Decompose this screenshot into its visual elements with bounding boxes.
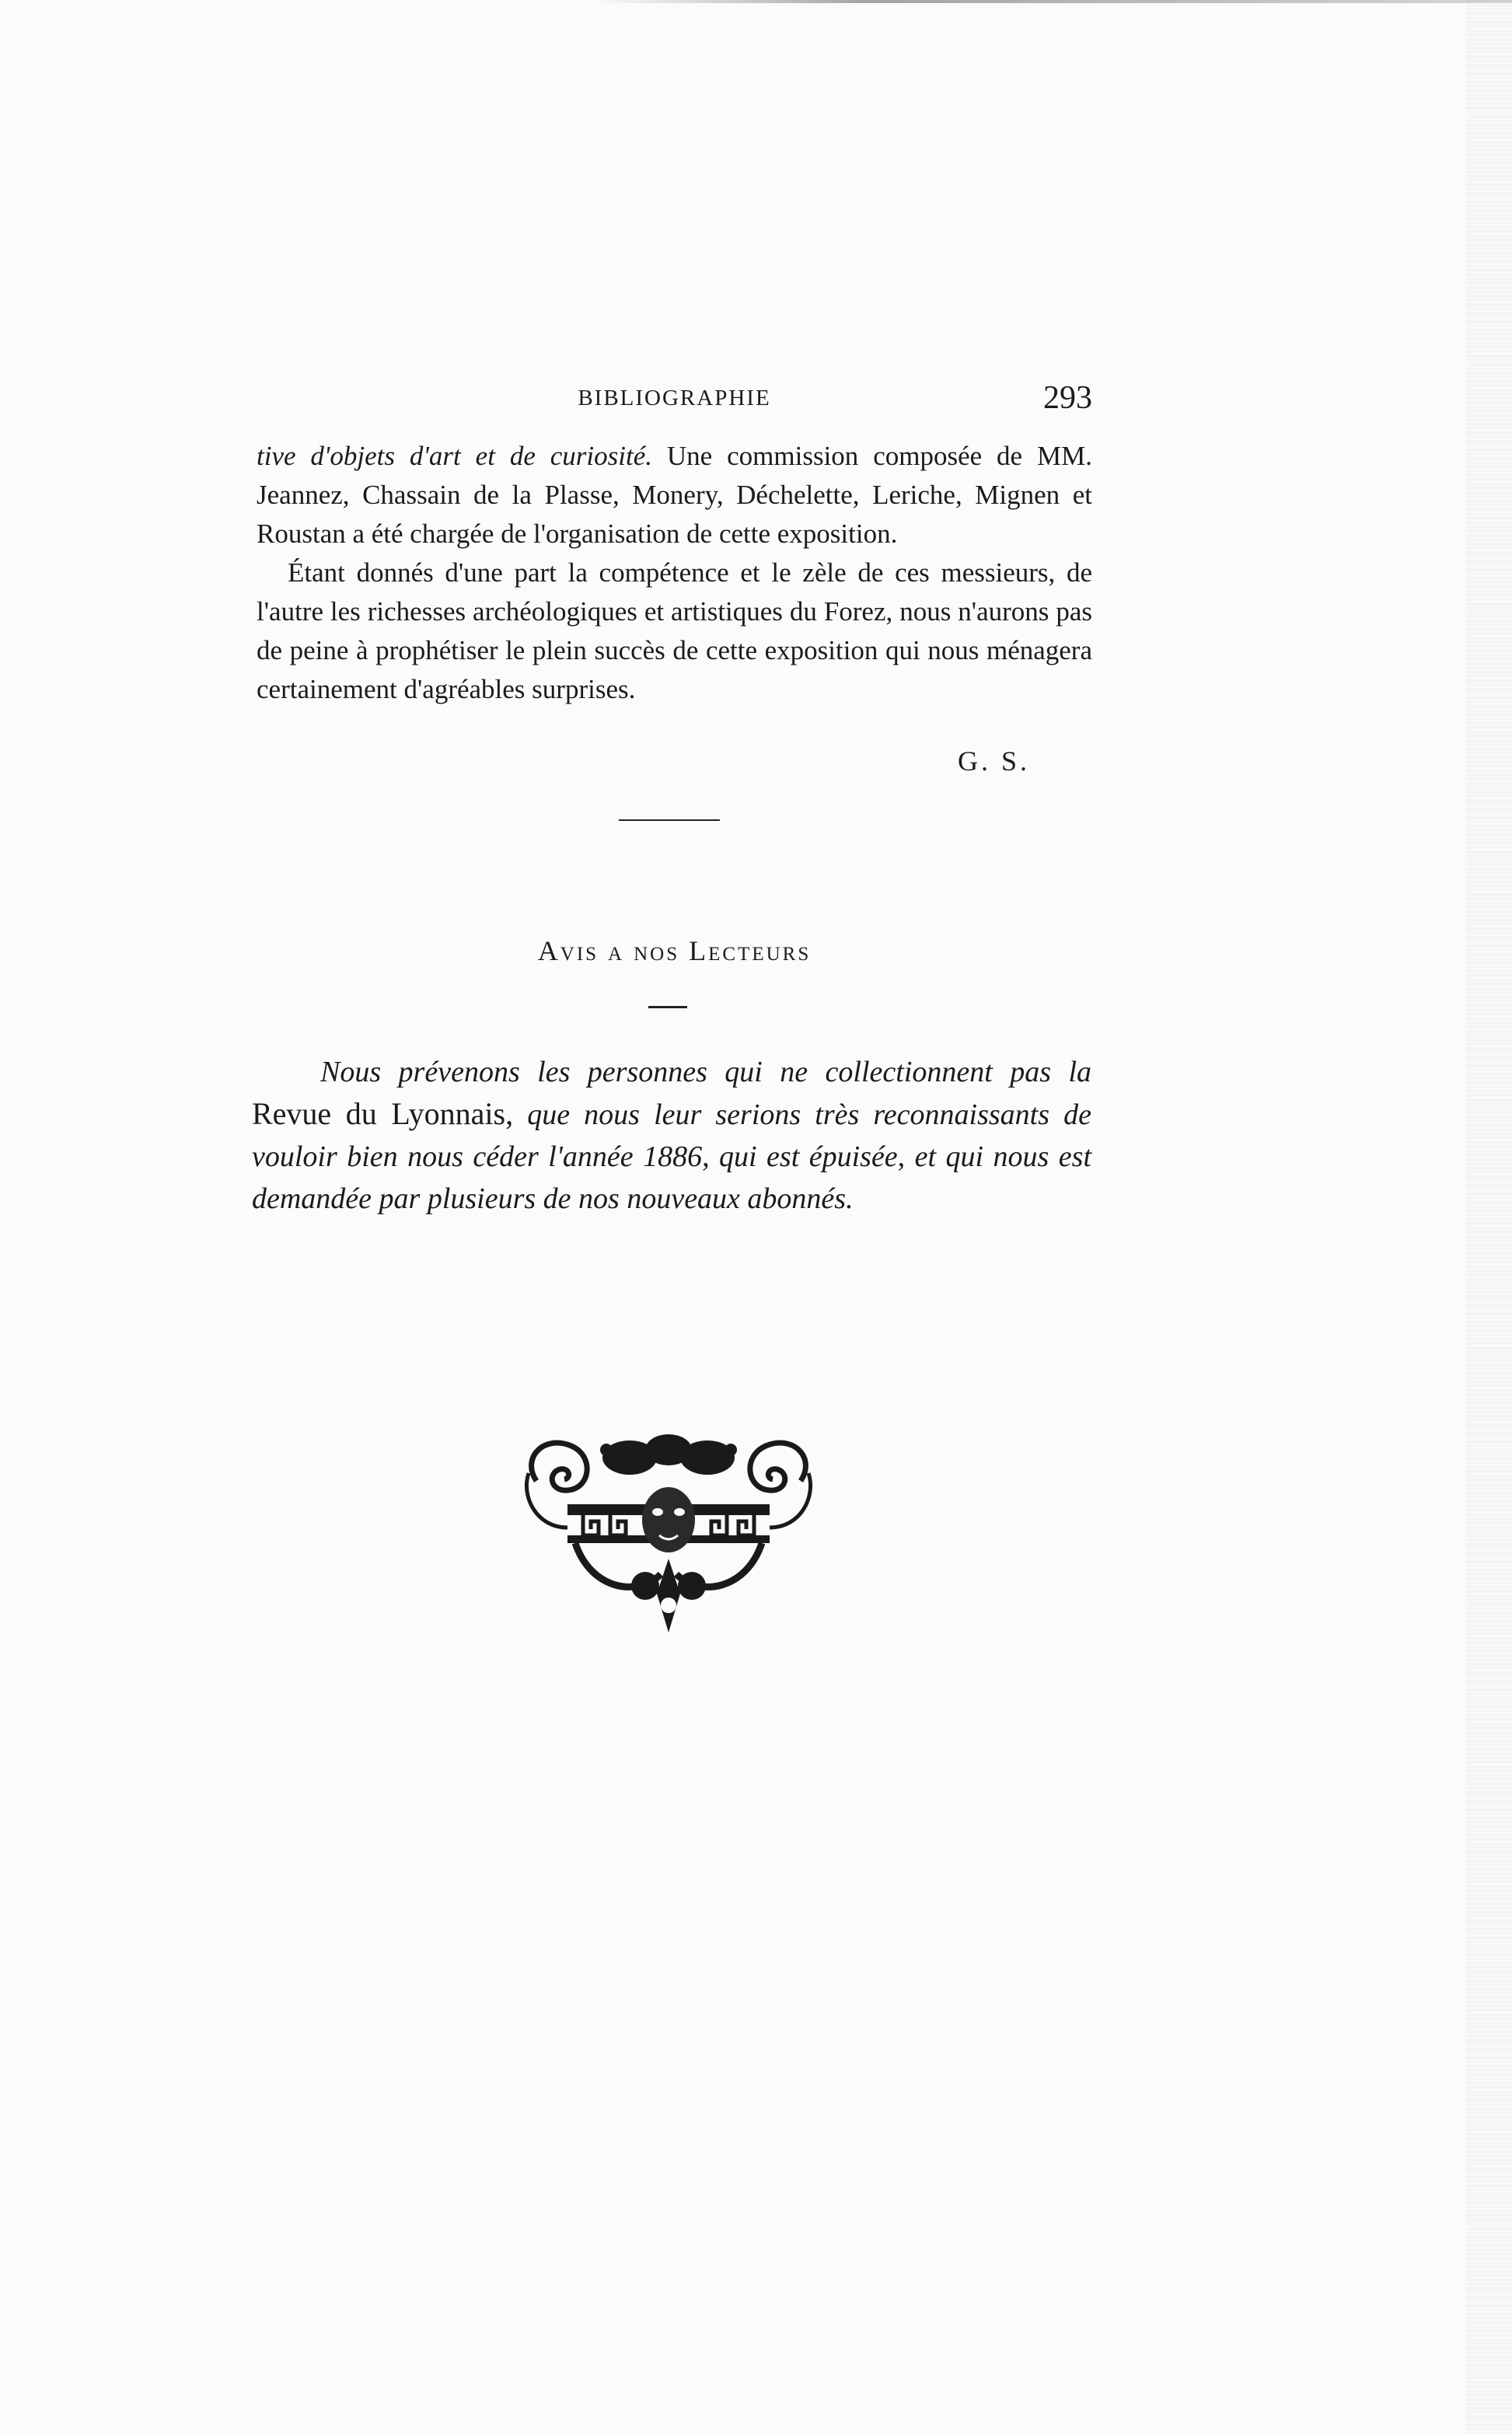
paragraph-1 bbox=[257, 437, 1092, 553]
page-header bbox=[257, 379, 1092, 426]
paragraph-1-italic: tive d'objets d'art et de curiosité. bbox=[257, 441, 652, 471]
section-divider bbox=[619, 819, 720, 821]
page-top-edge bbox=[591, 0, 1512, 3]
notice-italic-end: que nous leur serions très reconnaissants de vouloir bien nous céder l'année 1886, qui est épuisée, et qui nous est demandée par plusieurs de nos nouveaux abonnés. bbox=[252, 1098, 1091, 1215]
running-title: BIBLIOGRAPHIE bbox=[578, 386, 771, 410]
paragraph-2: Étant donnés d'une part la compétence et le zèle de ces messieurs, de l'autre les richesses archéologiques et artistiques du Forez, nous n'aurons pas de peine à prophétiser le plein succès de cette exposition qui nous ménagera certainement d'agréables surprises. bbox=[257, 557, 1092, 704]
signature: G. S. bbox=[958, 746, 1031, 777]
decorative-mascaron-vignette-icon bbox=[513, 1427, 824, 1636]
page-scan-edge bbox=[1465, 0, 1512, 2434]
paragraph-1-rest: Une commission composée de MM. Jeannez, Chassain de la Plasse, Monery, Déchelette, Leriche, Mignen et Roustan a été chargée de l'organisation de cette exposition. bbox=[257, 441, 1092, 549]
page-number: 293 bbox=[1043, 380, 1092, 416]
notice-title-divider bbox=[648, 1006, 687, 1008]
notice-text bbox=[252, 1051, 1091, 1220]
journal-name: Revue du Lyonnais, bbox=[252, 1096, 514, 1131]
notice-paragraph bbox=[252, 1051, 1091, 1220]
bibliography-text bbox=[257, 437, 1092, 709]
notice-title: Avis a nos Lecteurs bbox=[537, 935, 812, 966]
notice-italic-start: Nous prévenons les personnes qui ne collectionnent pas la bbox=[320, 1056, 1091, 1088]
